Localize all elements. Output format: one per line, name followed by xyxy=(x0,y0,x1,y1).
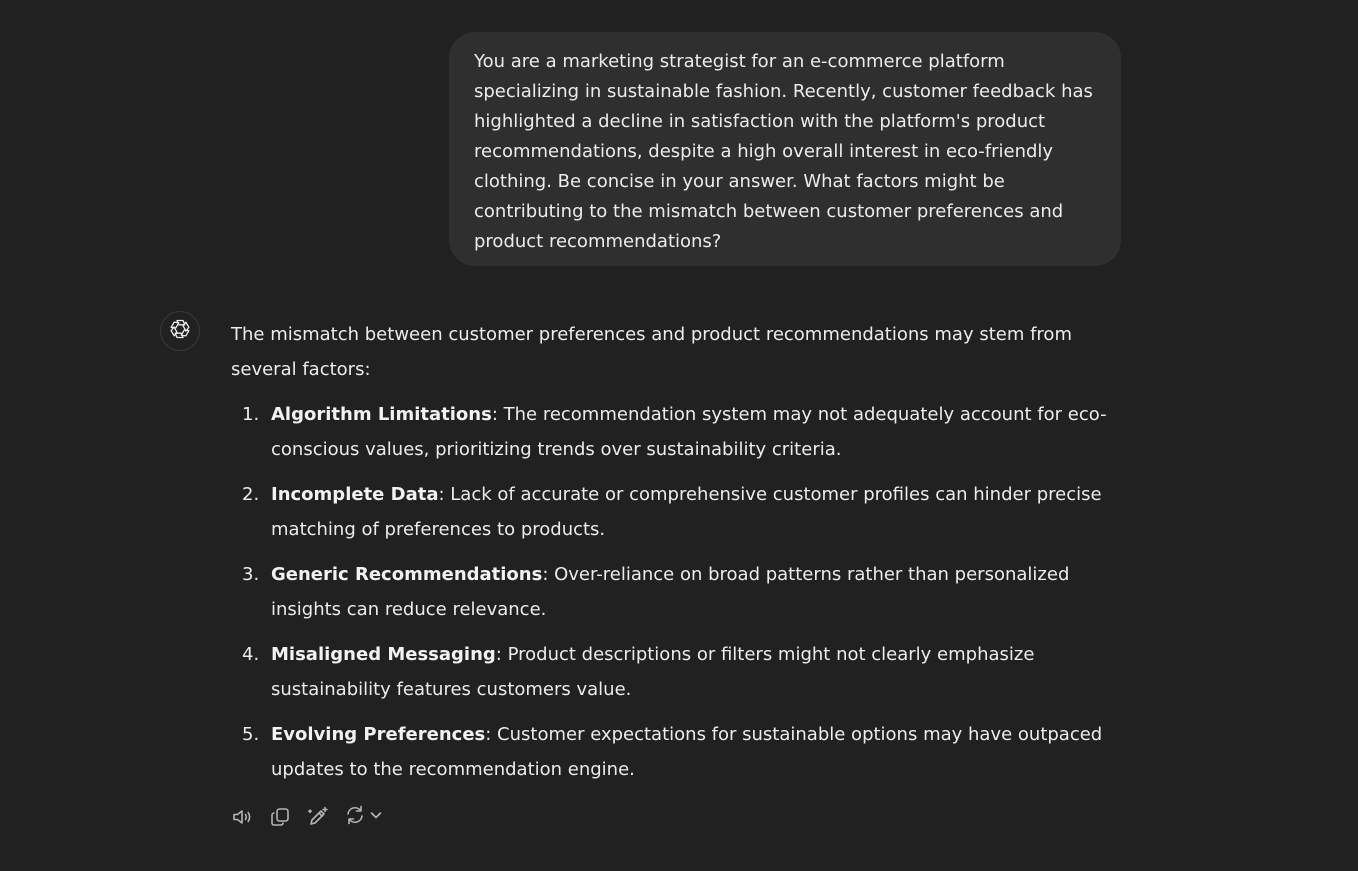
edit-sparkle-icon xyxy=(306,805,330,829)
edit-canvas-button[interactable] xyxy=(305,802,331,832)
list-item-number: 2. xyxy=(242,484,260,505)
read-aloud-button[interactable] xyxy=(229,802,255,832)
list-item xyxy=(231,717,1131,787)
user-message-text: You are a marketing strategist for an e-commerce platform specializing in sustainable fashion. Recently, customer feedback has highlighted a decline in satisfaction with the platform's product recommendations, despite a high overall interest in eco-friendly clothing. Be concise in your answer. What factors might be contributing to the mismatch between customer preferences and product recommendations? xyxy=(474,51,1093,252)
user-message-bubble xyxy=(449,32,1121,266)
list-item-description: : The recommendation system may not adequately account for eco-conscious values, prioritizing trends over sustainability criteria. xyxy=(271,404,1107,460)
list-item-number: 5. xyxy=(242,724,260,745)
chevron-down-icon xyxy=(369,803,383,831)
list-item-description: : Lack of accurate or comprehensive customer profiles can hinder precise matching of preferences to products. xyxy=(271,484,1102,540)
list-item-title: Incomplete Data xyxy=(271,484,439,505)
copy-button[interactable] xyxy=(267,802,293,832)
list-item-title: Evolving Preferences xyxy=(271,724,486,745)
regenerate-icon xyxy=(343,803,367,831)
list-item-description: : Product descriptions or filters might not clearly emphasize sustainability features customers value. xyxy=(271,644,1035,700)
list-item-title: Misaligned Messaging xyxy=(271,644,496,665)
list-item xyxy=(231,557,1131,627)
assistant-message xyxy=(231,317,1131,797)
list-item xyxy=(231,637,1131,707)
message-actions xyxy=(229,802,383,832)
list-item-number: 1. xyxy=(242,404,260,425)
assistant-avatar xyxy=(160,311,200,351)
regenerate-button[interactable] xyxy=(343,803,383,831)
factor-list xyxy=(231,397,1131,787)
list-item-number: 3. xyxy=(242,564,260,585)
list-item xyxy=(231,397,1131,467)
assistant-intro: The mismatch between customer preferences and product recommendations may stem from several factors: xyxy=(231,324,1072,380)
list-item-number: 4. xyxy=(242,644,260,665)
list-item-title: Algorithm Limitations xyxy=(271,404,492,425)
list-item-description: : Over-reliance on broad patterns rather than personalized insights can reduce relevance. xyxy=(271,564,1070,620)
openai-logo-icon xyxy=(168,317,192,345)
copy-icon xyxy=(268,805,292,829)
list-item-description: : Customer expectations for sustainable options may have outpaced updates to the recommendation engine. xyxy=(271,724,1103,780)
list-item xyxy=(231,477,1131,547)
list-item-title: Generic Recommendations xyxy=(271,564,543,585)
speaker-icon xyxy=(230,805,254,829)
